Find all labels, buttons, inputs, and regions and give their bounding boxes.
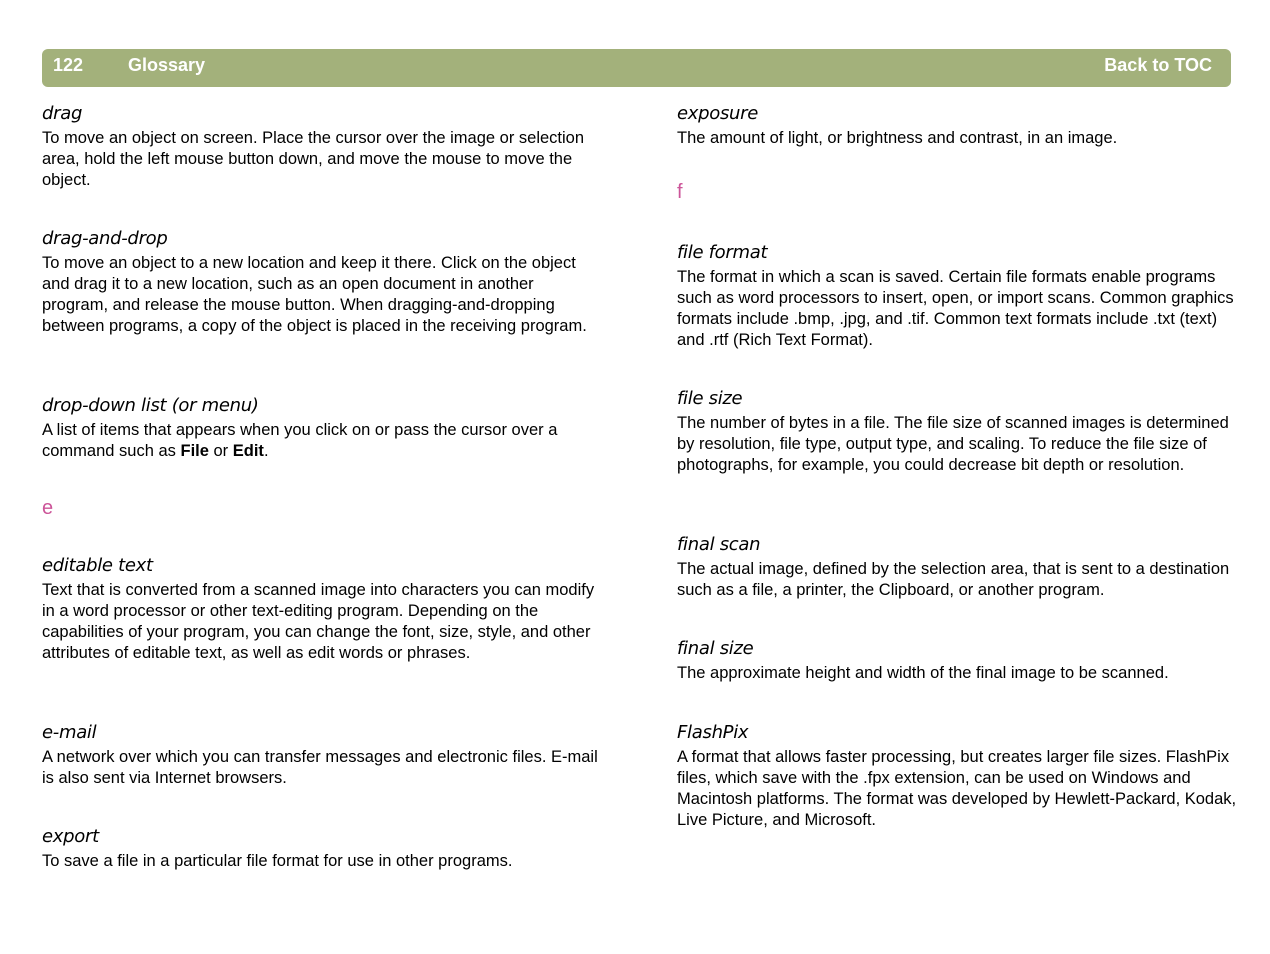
definition: To move an object on screen. Place the cursor over the image or selection area, hold the left mouse button down, and move the mouse to move the object. — [42, 129, 585, 189]
glossary-entry-drag — [42, 100, 602, 191]
definition: Text that is converted from a scanned image into characters you can modify in a word processor or other text-editing program. Depending on the capabilities of your program, you can change the font, size, style, and other attributes of editable text, as well as edit words or phrases. — [42, 581, 595, 662]
definition: To move an object to a new location and keep it there. Click on the object and drag it to a new location, such as an open document in another program, and release the mouse button. When dragging-and-dropping between programs, a copy of the object is placed in the receiving program. — [42, 254, 587, 335]
section-title: Glossary — [128, 55, 206, 75]
term: file size — [677, 388, 743, 409]
definition: The number of bytes in a file. The file size of scanned images is determined by resolution, file type, output type, and scaling. To reduce the file size of photographs, for example, you could decrease bit depth or resolution. — [677, 414, 1229, 474]
definition: The format in which a scan is saved. Certain file formats enable programs such as word processors to insert, open, or import scans. Common graphics formats include .bmp, .jpg, and .tif. Common text formats include .txt (text) and .rtf (Rich Text Format). — [677, 268, 1234, 349]
term: file format — [677, 242, 768, 263]
section-letter-f: f — [677, 181, 683, 203]
term: editable text — [42, 555, 153, 576]
term: drag-and-drop — [42, 228, 168, 249]
term: exposure — [677, 103, 759, 124]
page-number: 122 — [53, 55, 84, 75]
term: final size — [677, 638, 754, 659]
glossary-entry-drag-and-drop — [42, 225, 602, 337]
definition: The amount of light, or brightness and contrast, in an image. — [677, 129, 1118, 147]
glossary-entry-file-size — [677, 385, 1237, 476]
term: export — [42, 826, 99, 847]
back-to-toc-link[interactable]: Back to TOC — [1104, 55, 1212, 75]
definition: The approximate height and width of the final image to be scanned. — [677, 664, 1169, 682]
glossary-entry-final-scan — [677, 531, 1237, 601]
glossary-entry-flashpix — [677, 719, 1237, 831]
glossary-entry-file-format — [677, 239, 1237, 351]
glossary-entry-final-size — [677, 635, 1237, 684]
glossary-entry-editable-text — [42, 552, 602, 664]
term: e-mail — [42, 722, 97, 743]
glossary-entry-e-mail — [42, 719, 602, 789]
definition: A format that allows faster processing, but creates larger file sizes. FlashPix files, which save with the .fpx extension, can be used on Windows and Macintosh platforms. The format was developed by Hewlett-Packard, Kodak, Live Picture, and Microsoft. — [677, 748, 1237, 829]
glossary-entry-export — [42, 823, 602, 872]
section-letter-e: e — [42, 497, 54, 519]
term: drop-down list (or menu) — [42, 395, 259, 416]
term: FlashPix — [677, 722, 749, 743]
page-header — [42, 49, 1231, 87]
definition: The actual image, defined by the selection area, that is sent to a destination such as a file, a printer, the Clipboard, or another program. — [677, 560, 1230, 599]
definition: A network over which you can transfer messages and electronic files. E-mail is also sent via Internet browsers. — [42, 748, 598, 787]
term: final scan — [677, 534, 761, 555]
glossary-entry-drop-down-list — [42, 392, 602, 462]
glossary-entry-exposure — [677, 100, 1237, 149]
term: drag — [42, 103, 83, 124]
definition: To save a file in a particular file format for use in other programs. — [42, 852, 513, 870]
definition: A list of items that appears when you click on or pass the cursor over a command such as File or Edit. — [42, 421, 558, 460]
